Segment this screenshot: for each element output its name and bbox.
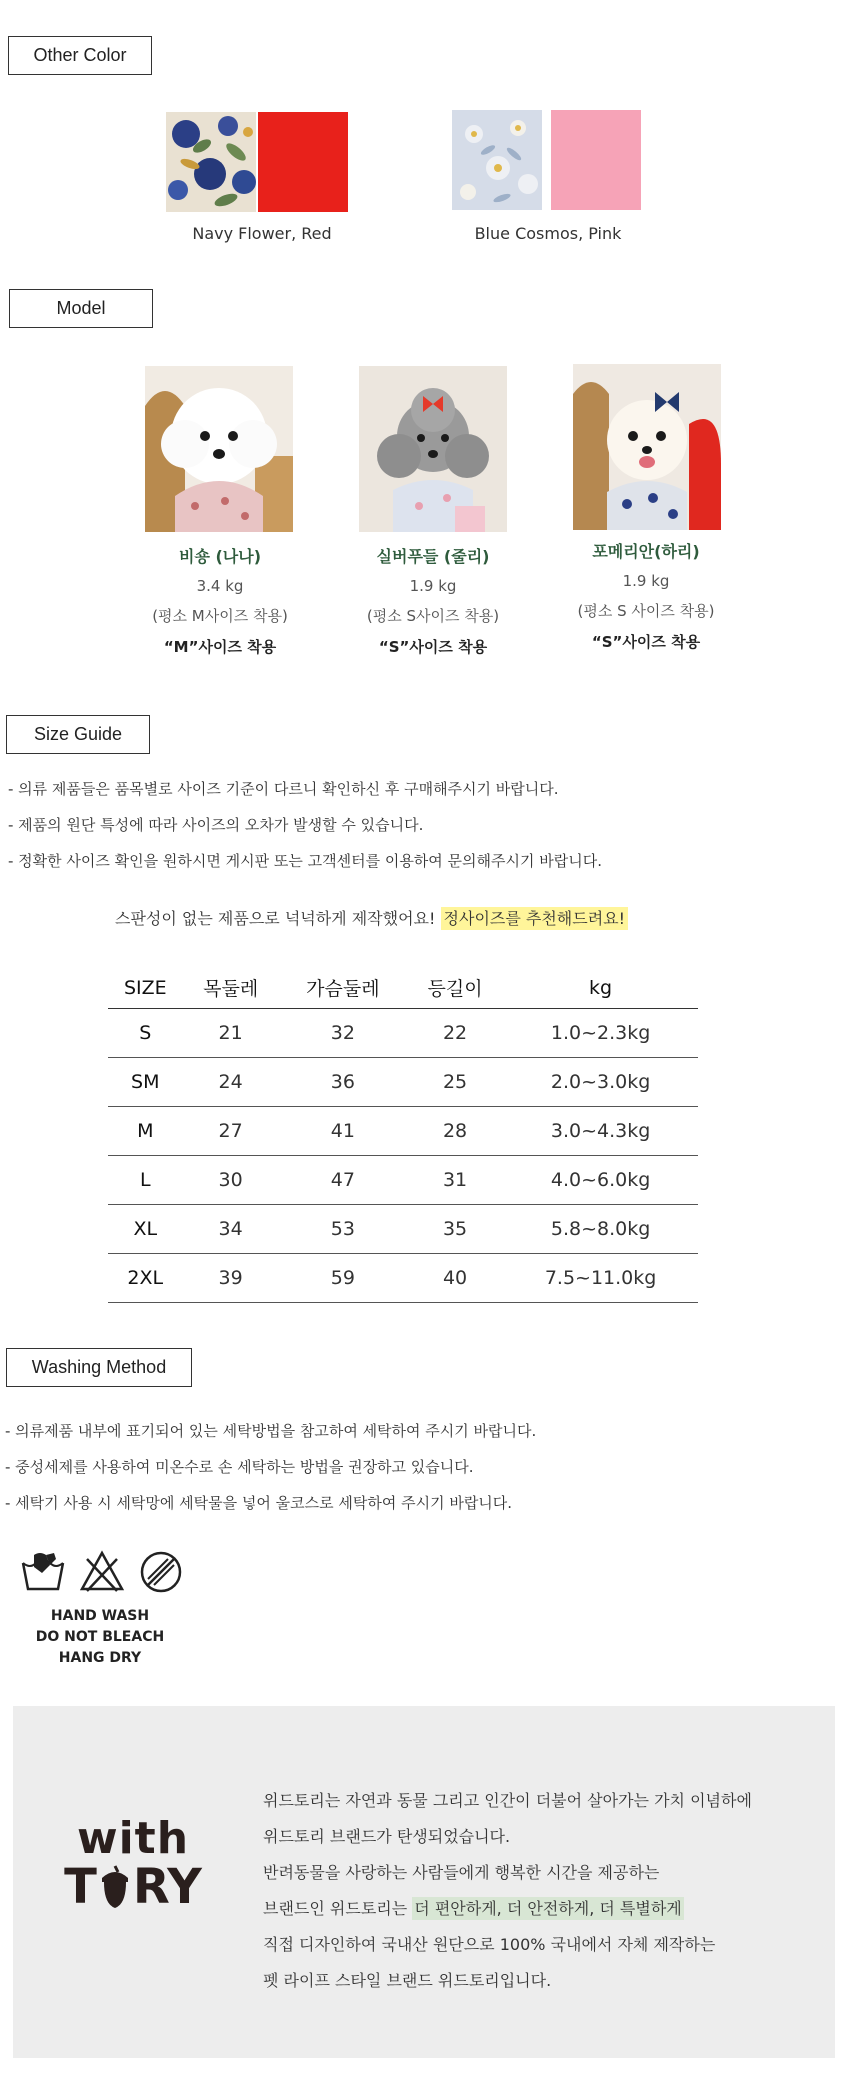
column-header-weight: kg bbox=[503, 968, 698, 1008]
brand-panel bbox=[13, 1706, 835, 2058]
size-guide-note: - 제품의 원단 특성에 따라 사이즈의 오차가 발생할 수 있습니다. bbox=[8, 816, 424, 834]
model-info-pomeranian bbox=[536, 539, 756, 652]
model-wearing-size: “M”사이즈 착용 bbox=[163, 638, 277, 656]
model-name: 실버푸들 (줄리) bbox=[376, 547, 490, 566]
column-header-neck: 목둘레 bbox=[183, 968, 279, 1008]
cell-weight: 1.0~2.3kg bbox=[503, 1008, 698, 1057]
model-usual-size: (평소 M사이즈 착용) bbox=[152, 607, 288, 625]
cell-back: 31 bbox=[407, 1155, 503, 1204]
cell-chest: 36 bbox=[279, 1057, 407, 1106]
cell-weight: 3.0~4.3kg bbox=[503, 1106, 698, 1155]
swatch-red[interactable] bbox=[258, 112, 348, 212]
swatch-caption-blue-pink: Blue Cosmos, Pink bbox=[474, 224, 622, 243]
size-guide-heading-text: Size Guide bbox=[33, 724, 123, 744]
model-wearing-size: “S”사이즈 착용 bbox=[378, 638, 488, 656]
cell-weight: 7.5~11.0kg bbox=[503, 1253, 698, 1302]
washing-note: - 의류제품 내부에 표기되어 있는 세탁방법을 참고하여 세탁하여 주시기 바랍니다. bbox=[5, 1422, 537, 1440]
model-heading bbox=[9, 289, 153, 328]
model-usual-size: (평소 S 사이즈 착용) bbox=[577, 602, 715, 620]
model-weight: 3.4 kg bbox=[196, 577, 244, 595]
model-heading-text: Model bbox=[56, 298, 106, 318]
table-row bbox=[108, 1253, 698, 1302]
cell-neck: 34 bbox=[183, 1204, 279, 1253]
hand-wash-icon bbox=[20, 1549, 66, 1595]
cell-back: 35 bbox=[407, 1204, 503, 1253]
cell-size: L bbox=[108, 1155, 183, 1204]
recommend-text: 스판성이 없는 제품으로 넉넉하게 제작했어요! bbox=[115, 909, 436, 928]
table-row bbox=[108, 1155, 698, 1204]
logo-tory bbox=[58, 1859, 208, 1915]
label-hand-wash: HAND WASH bbox=[50, 1608, 150, 1624]
brand-line: 위드토리는 자연과 동물 그리고 인간이 더불어 살아가는 가치 이념하에 bbox=[263, 1791, 752, 1810]
column-header-size: SIZE bbox=[108, 968, 183, 1008]
cell-size: SM bbox=[108, 1057, 183, 1106]
swatch-navy-flower[interactable] bbox=[166, 112, 256, 212]
cell-weight: 2.0~3.0kg bbox=[503, 1057, 698, 1106]
brand-line: 펫 라이프 스타일 브랜드 위드토리입니다. bbox=[263, 1971, 552, 1990]
cell-chest: 41 bbox=[279, 1106, 407, 1155]
cell-weight: 5.8~8.0kg bbox=[503, 1204, 698, 1253]
logo-letter-t: T bbox=[64, 1859, 97, 1915]
cell-chest: 47 bbox=[279, 1155, 407, 1204]
column-header-back: 등길이 bbox=[407, 968, 503, 1008]
table-row bbox=[108, 1204, 698, 1253]
do-not-bleach-icon bbox=[79, 1549, 125, 1595]
brand-line: 반려동물을 사랑하는 사람들에게 행복한 시간을 제공하는 bbox=[263, 1863, 660, 1882]
size-recommendation bbox=[115, 906, 628, 929]
table-row bbox=[108, 1057, 698, 1106]
other-color-heading-text: Other Color bbox=[33, 45, 127, 65]
cell-back: 28 bbox=[407, 1106, 503, 1155]
model-weight: 1.9 kg bbox=[622, 572, 670, 590]
washing-note: - 세탁기 사용 시 세탁망에 세탁물을 넣어 울코스로 세탁하여 주시기 바랍니다. bbox=[5, 1494, 513, 1512]
size-guide-heading bbox=[6, 715, 150, 754]
cell-size: 2XL bbox=[108, 1253, 183, 1302]
logo-with: with bbox=[76, 1813, 190, 1864]
cell-neck: 21 bbox=[183, 1008, 279, 1057]
swatch-blue-cosmos[interactable] bbox=[452, 110, 542, 210]
cell-chest: 53 bbox=[279, 1204, 407, 1253]
washing-method-heading-text: Washing Method bbox=[31, 1357, 167, 1377]
washing-labels bbox=[30, 1606, 170, 1669]
cell-chest: 59 bbox=[279, 1253, 407, 1302]
model-wearing-size: “S”사이즈 착용 bbox=[591, 633, 701, 651]
cell-weight: 4.0~6.0kg bbox=[503, 1155, 698, 1204]
model-info-poodle bbox=[323, 544, 543, 657]
blue-cosmos-pattern bbox=[452, 110, 542, 210]
swatch-pink[interactable] bbox=[551, 110, 641, 210]
cell-back: 40 bbox=[407, 1253, 503, 1302]
swatch-caption-navy-red: Navy Flower, Red bbox=[192, 224, 332, 243]
brand-highlight: 더 편안하게, 더 안전하게, 더 특별하게 bbox=[414, 1899, 682, 1918]
model-photo-poodle bbox=[359, 366, 507, 532]
washing-method-heading bbox=[6, 1348, 192, 1387]
washing-note: - 중성세제를 사용하여 미온수로 손 세탁하는 방법을 권장하고 있습니다. bbox=[5, 1458, 474, 1476]
cell-neck: 39 bbox=[183, 1253, 279, 1302]
brand-line-highlight bbox=[263, 1896, 684, 1919]
size-table bbox=[108, 968, 698, 1303]
label-do-not-bleach: DO NOT BLEACH bbox=[35, 1629, 165, 1645]
model-photo-bichon bbox=[145, 366, 293, 532]
brand-line-prefix: 브랜드인 위드토리는 bbox=[263, 1899, 408, 1918]
cell-neck: 30 bbox=[183, 1155, 279, 1204]
brand-line: 위드토리 브랜드가 탄생되었습니다. bbox=[263, 1827, 511, 1846]
recommend-highlight: 정사이즈를 추천해드려요! bbox=[441, 907, 629, 930]
model-photo-pomeranian bbox=[573, 364, 721, 530]
column-header-chest: 가슴둘레 bbox=[279, 968, 407, 1008]
cell-back: 22 bbox=[407, 1008, 503, 1057]
size-guide-note: - 정확한 사이즈 확인을 원하시면 게시판 또는 고객센터를 이용하여 문의해주시기 바랍니다. bbox=[8, 852, 602, 870]
cell-neck: 24 bbox=[183, 1057, 279, 1106]
size-guide-note: - 의류 제품들은 품목별로 사이즈 기준이 다르니 확인하신 후 구매해주시기 바랍니다. bbox=[8, 780, 559, 798]
model-name: 비숑 (나나) bbox=[178, 547, 262, 566]
cell-chest: 32 bbox=[279, 1008, 407, 1057]
model-usual-size: (평소 S사이즈 착용) bbox=[366, 607, 500, 625]
other-color-heading bbox=[8, 36, 152, 75]
navy-flower-pattern bbox=[166, 112, 256, 212]
acorn-icon bbox=[98, 1864, 132, 1910]
table-row bbox=[108, 1106, 698, 1155]
size-table-header-row bbox=[108, 968, 698, 1008]
model-name: 포메리안(하리) bbox=[592, 542, 700, 561]
model-info-bichon bbox=[110, 544, 330, 657]
table-row bbox=[108, 1008, 698, 1057]
model-weight: 1.9 kg bbox=[409, 577, 457, 595]
cell-back: 25 bbox=[407, 1057, 503, 1106]
hang-dry-icon bbox=[138, 1549, 184, 1595]
brand-line: 직접 디자인하여 국내산 원단으로 100% 국내에서 자체 제작하는 bbox=[263, 1935, 716, 1954]
cell-neck: 27 bbox=[183, 1106, 279, 1155]
cell-size: M bbox=[108, 1106, 183, 1155]
label-hang-dry: HANG DRY bbox=[58, 1650, 142, 1666]
cell-size: XL bbox=[108, 1204, 183, 1253]
brand-logo bbox=[58, 1813, 208, 1915]
logo-letters-ry: RY bbox=[132, 1859, 202, 1915]
cell-size: S bbox=[108, 1008, 183, 1057]
